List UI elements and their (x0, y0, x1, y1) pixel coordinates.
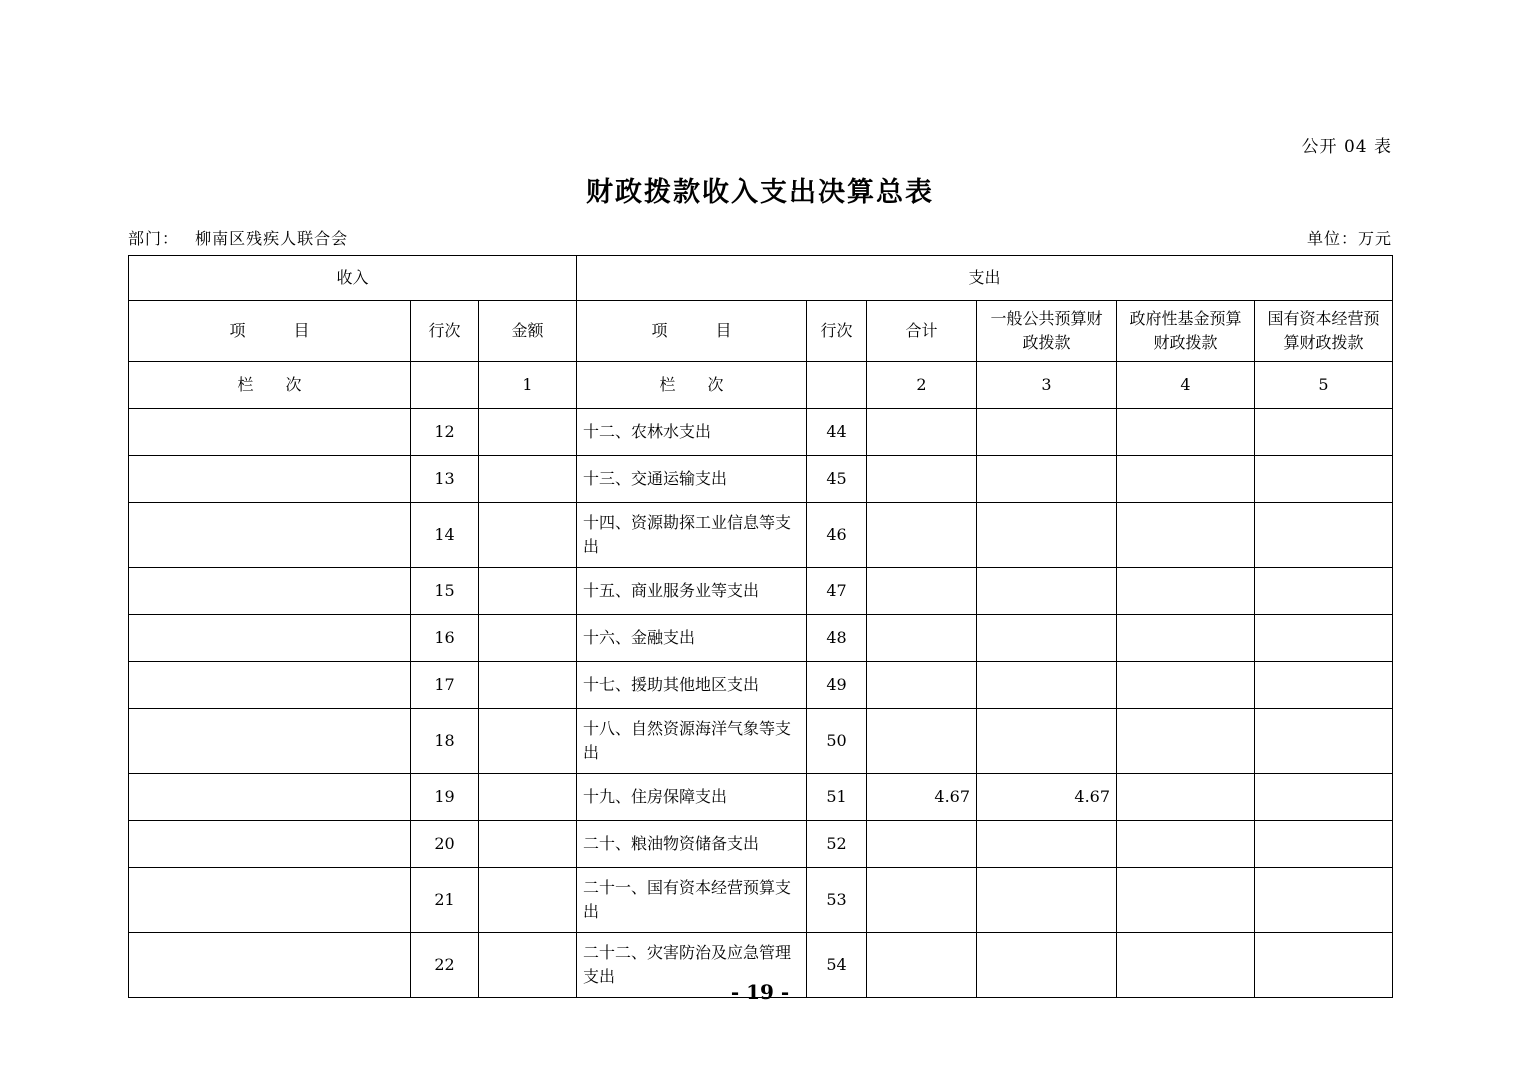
cell-expense-state-capital (1255, 709, 1393, 774)
cell-expense-gov-fund (1117, 709, 1255, 774)
cell-expense-total (867, 409, 977, 456)
cell-expense-line: 48 (807, 615, 867, 662)
cell-expense-line: 50 (807, 709, 867, 774)
lane-blank-expense-line (807, 362, 867, 409)
cell-expense-item: 十九、住房保障支出 (577, 774, 807, 821)
cell-expense-total (867, 662, 977, 709)
table-row (129, 503, 1393, 568)
cell-expense-gov-fund (1117, 821, 1255, 868)
cell-expense-total (867, 868, 977, 933)
cell-income-amount (479, 503, 577, 568)
cell-income-item (129, 868, 411, 933)
cell-expense-total (867, 503, 977, 568)
cell-income-line: 18 (411, 709, 479, 774)
cell-expense-general-public (977, 662, 1117, 709)
cell-income-item (129, 568, 411, 615)
cell-expense-item: 十三、交通运输支出 (577, 456, 807, 503)
unit-label: 单位：万元 (1306, 229, 1392, 248)
header-expense-total: 合计 (867, 301, 977, 362)
lane-number-expense-general-public: 3 (977, 362, 1117, 409)
table-row (129, 615, 1393, 662)
cell-expense-gov-fund (1117, 568, 1255, 615)
group-header-income: 收入 (129, 256, 577, 301)
cell-income-line: 20 (411, 821, 479, 868)
cell-expense-general-public (977, 709, 1117, 774)
cell-expense-line: 44 (807, 409, 867, 456)
header-income-line: 行次 (411, 301, 479, 362)
cell-expense-total (867, 456, 977, 503)
cell-income-item (129, 709, 411, 774)
department-name: 柳南区残疾人联合会 (195, 229, 349, 248)
cell-income-amount (479, 456, 577, 503)
cell-income-item (129, 456, 411, 503)
lane-number-income-amount: 1 (479, 362, 577, 409)
cell-expense-total (867, 615, 977, 662)
cell-expense-general-public (977, 456, 1117, 503)
cell-expense-line: 47 (807, 568, 867, 615)
table-row (129, 662, 1393, 709)
cell-income-line: 15 (411, 568, 479, 615)
lane-blank-income-line (411, 362, 479, 409)
cell-expense-line: 49 (807, 662, 867, 709)
cell-expense-state-capital (1255, 615, 1393, 662)
cell-expense-general-public (977, 409, 1117, 456)
cell-expense-general-public (977, 821, 1117, 868)
department-info (128, 226, 348, 249)
cell-expense-item: 二十二、灾害防治及应急管理支出 (577, 933, 807, 998)
cell-income-line: 17 (411, 662, 479, 709)
cell-expense-state-capital (1255, 568, 1393, 615)
lane-number-expense-total: 2 (867, 362, 977, 409)
cell-income-item (129, 615, 411, 662)
cell-expense-total (867, 821, 977, 868)
cell-expense-item: 二十一、国有资本经营预算支出 (577, 868, 807, 933)
cell-expense-item: 十七、援助其他地区支出 (577, 662, 807, 709)
cell-expense-state-capital (1255, 456, 1393, 503)
cell-expense-state-capital (1255, 821, 1393, 868)
table-column-header-row (129, 301, 1393, 362)
header-expense-general-public: 一般公共预算财政拨款 (977, 301, 1117, 362)
page-number: - 19 - (730, 980, 790, 1004)
meta-row (128, 226, 1392, 249)
table-body (129, 409, 1393, 998)
cell-income-item (129, 662, 411, 709)
cell-income-amount (479, 568, 577, 615)
header-income-item: 项 目 (129, 301, 411, 362)
cell-expense-general-public (977, 503, 1117, 568)
cell-expense-total (867, 568, 977, 615)
cell-income-amount (479, 868, 577, 933)
cell-expense-line: 45 (807, 456, 867, 503)
cell-expense-general-public (977, 615, 1117, 662)
cell-income-line: 14 (411, 503, 479, 568)
cell-expense-item: 十八、自然资源海洋气象等支出 (577, 709, 807, 774)
cell-expense-gov-fund (1117, 868, 1255, 933)
page-title: 财政拨款收入支出决算总表 (586, 177, 934, 208)
lane-number-expense-gov-fund: 4 (1117, 362, 1255, 409)
cell-expense-line: 53 (807, 868, 867, 933)
cell-income-item (129, 409, 411, 456)
cell-expense-item: 十二、农林水支出 (577, 409, 807, 456)
cell-expense-total: 4.67 (867, 774, 977, 821)
table-group-header-row (129, 256, 1393, 301)
form-code-label: 公开 04 表 (1301, 137, 1392, 157)
cell-expense-gov-fund (1117, 774, 1255, 821)
cell-income-item (129, 774, 411, 821)
table-row (129, 821, 1393, 868)
department-label: 部门： (128, 229, 180, 248)
lane-label-income: 栏 次 (129, 362, 411, 409)
cell-expense-general-public: 4.67 (977, 774, 1117, 821)
lane-label-expense: 栏 次 (577, 362, 807, 409)
cell-expense-general-public (977, 868, 1117, 933)
table-row (129, 709, 1393, 774)
cell-expense-line: 54 (807, 933, 867, 998)
cell-expense-line: 51 (807, 774, 867, 821)
header-expense-gov-fund: 政府性基金预算财政拨款 (1117, 301, 1255, 362)
header-income-amount: 金额 (479, 301, 577, 362)
cell-income-line: 19 (411, 774, 479, 821)
cell-income-item (129, 503, 411, 568)
cell-expense-state-capital (1255, 409, 1393, 456)
cell-income-line: 13 (411, 456, 479, 503)
cell-expense-gov-fund (1117, 503, 1255, 568)
cell-expense-item: 十六、金融支出 (577, 615, 807, 662)
cell-expense-state-capital (1255, 868, 1393, 933)
table-row (129, 774, 1393, 821)
cell-income-amount (479, 615, 577, 662)
cell-income-amount (479, 821, 577, 868)
lane-number-expense-state-capital: 5 (1255, 362, 1393, 409)
cell-expense-gov-fund (1117, 662, 1255, 709)
cell-expense-line: 52 (807, 821, 867, 868)
cell-expense-general-public (977, 568, 1117, 615)
table-row (129, 568, 1393, 615)
cell-expense-state-capital (1255, 774, 1393, 821)
cell-expense-state-capital (1255, 662, 1393, 709)
cell-income-line: 16 (411, 615, 479, 662)
cell-expense-gov-fund (1117, 615, 1255, 662)
budget-table (128, 255, 1393, 998)
cell-expense-total (867, 709, 977, 774)
cell-income-item (129, 821, 411, 868)
cell-income-line: 22 (411, 933, 479, 998)
cell-income-line: 12 (411, 409, 479, 456)
group-header-expense: 支出 (577, 256, 1393, 301)
cell-expense-state-capital (1255, 503, 1393, 568)
cell-income-amount (479, 409, 577, 456)
cell-expense-item: 二十、粮油物资储备支出 (577, 821, 807, 868)
cell-expense-item: 十四、资源勘探工业信息等支出 (577, 503, 807, 568)
cell-income-amount (479, 662, 577, 709)
cell-income-amount (479, 709, 577, 774)
table-row (129, 456, 1393, 503)
table-row (129, 868, 1393, 933)
cell-expense-gov-fund (1117, 409, 1255, 456)
header-expense-state-capital: 国有资本经营预算财政拨款 (1255, 301, 1393, 362)
table-lane-header-row (129, 362, 1393, 409)
header-expense-line: 行次 (807, 301, 867, 362)
cell-income-amount (479, 774, 577, 821)
cell-expense-line: 46 (807, 503, 867, 568)
table-row (129, 409, 1393, 456)
cell-income-line: 21 (411, 868, 479, 933)
cell-expense-item: 十五、商业服务业等支出 (577, 568, 807, 615)
cell-expense-gov-fund (1117, 456, 1255, 503)
header-expense-item: 项 目 (577, 301, 807, 362)
